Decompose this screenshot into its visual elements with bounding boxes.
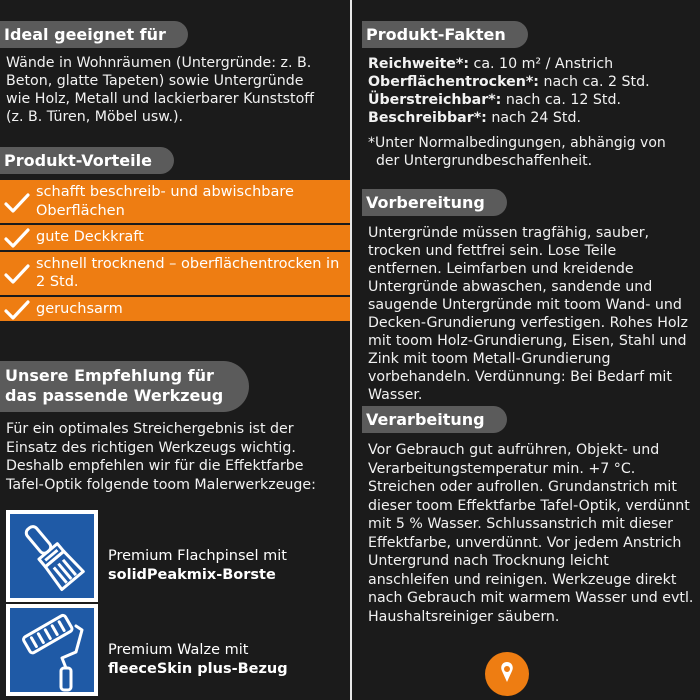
benefit-label: geruchsarm — [36, 300, 123, 317]
fakt-row: Beschreibbar*: nach 24 Std. — [368, 110, 582, 126]
benefit-item — [0, 180, 350, 223]
ideal-text: Wände in Wohnräumen (Untergründe: z. B. Beton, glatte Tapeten) sowie Untergründe wie Holz, Metall und lackierbarer Kunststoff (z. B. Türen, Möbel usw.). — [6, 55, 315, 125]
column-divider — [350, 0, 352, 700]
tool-name: Premium Flachpinsel mit — [108, 548, 287, 564]
brand-logo — [485, 652, 529, 696]
paint-roller-icon — [10, 608, 94, 692]
fakt-row: Überstreichbar*: nach ca. 12 Std. — [368, 92, 622, 108]
tool-card-roller — [6, 604, 98, 696]
empfehlung-heading-line2: das passende Werkzeug — [5, 386, 224, 405]
verarbeitung-text: Vor Gebrauch gut aufrühren, Objekt- und Verarbeitungstemperatur min. +7 °C. Streichen oder aufrollen. Grundanstrich mit dieser toom Effektfarbe Tafel-Optik, verdünnt mit 5 % Wasser. Schlussanstrich mit dieser Effektfarbe, unverdünnt. Vor jedem Anstrich Untergrund nach Trocknung leicht anschleifen und reinigen. Werkzeuge direkt nach Gebrauch mit warmem Wasser und evtl. Haushaltsreiniger säubern. — [368, 442, 694, 625]
fakten-list — [368, 55, 693, 127]
tool-name: Premium Walze mit — [108, 642, 249, 658]
section-heading-verarbeitung: Verarbeitung — [362, 406, 507, 433]
checkmark-icon — [4, 300, 30, 320]
section-heading-empfehlung — [0, 361, 249, 412]
empfehlung-text: Für ein optimales Streichergebnis ist der Einsatz des richtigen Werkzeugs wichtig. Deshalb empfehlen wir für die Effektfarbe Tafel-Optik folgende toom Malerwerkzeuge: — [6, 421, 316, 493]
empfehlung-heading-line1: Unsere Empfehlung für — [5, 366, 214, 385]
fakt-row: Oberflächentrocken*: nach ca. 2 Std. — [368, 74, 650, 90]
tool-label-brush — [108, 547, 287, 585]
checkmark-icon — [4, 264, 30, 284]
vorbereitung-text: Untergründe müssen tragfähig, sauber, trocken und fettfrei sein. Lose Teile entfernen. Leimfarben und kreidende Untergründe abwaschen, sandende und saugende Untergründe mit toom Wand- und Decken-Grundierung verfestigen. Rohes Holz mit toom Holz-Grundierung, Eisen, Stahl und Zink mit toom Metall-Grundierung vorbehandeln. Verdünnung: Bei Bedarf mit Wasser. — [368, 225, 688, 403]
benefit-label: gute Deckkraft — [36, 229, 144, 245]
section-heading-fakten: Produkt-Fakten — [362, 21, 528, 48]
benefit-label: schnell trocknend – oberflächentrocken in 2 Std. — [36, 255, 340, 290]
benefit-item — [0, 252, 350, 295]
logo-mark-icon — [485, 652, 529, 696]
tool-card-brush — [6, 510, 98, 602]
section-heading-ideal: Ideal geeignet für — [0, 21, 188, 48]
section-heading-vorbereitung: Vorbereitung — [362, 189, 507, 216]
paintbrush-icon — [10, 514, 94, 598]
benefits-list — [0, 180, 350, 323]
tool-detail: solidPeakmix-Borste — [108, 567, 276, 583]
tool-label-roller — [108, 641, 288, 679]
checkmark-icon — [4, 193, 30, 213]
tool-detail: fleeceSkin plus-Bezug — [108, 661, 288, 677]
fakten-footnote: *Unter Normalbedingungen, abhängig von der Untergrundbeschaffenheit. — [368, 135, 666, 169]
fakt-row: Reichweite*: ca. 10 m² / Anstrich — [368, 56, 614, 72]
benefit-item — [0, 225, 350, 250]
checkmark-icon — [4, 228, 30, 248]
benefit-item — [0, 297, 350, 322]
benefit-label: schafft beschreib- und abwischbare Oberflächen — [36, 184, 294, 219]
section-heading-vorteile: Produkt-Vorteile — [0, 147, 174, 174]
